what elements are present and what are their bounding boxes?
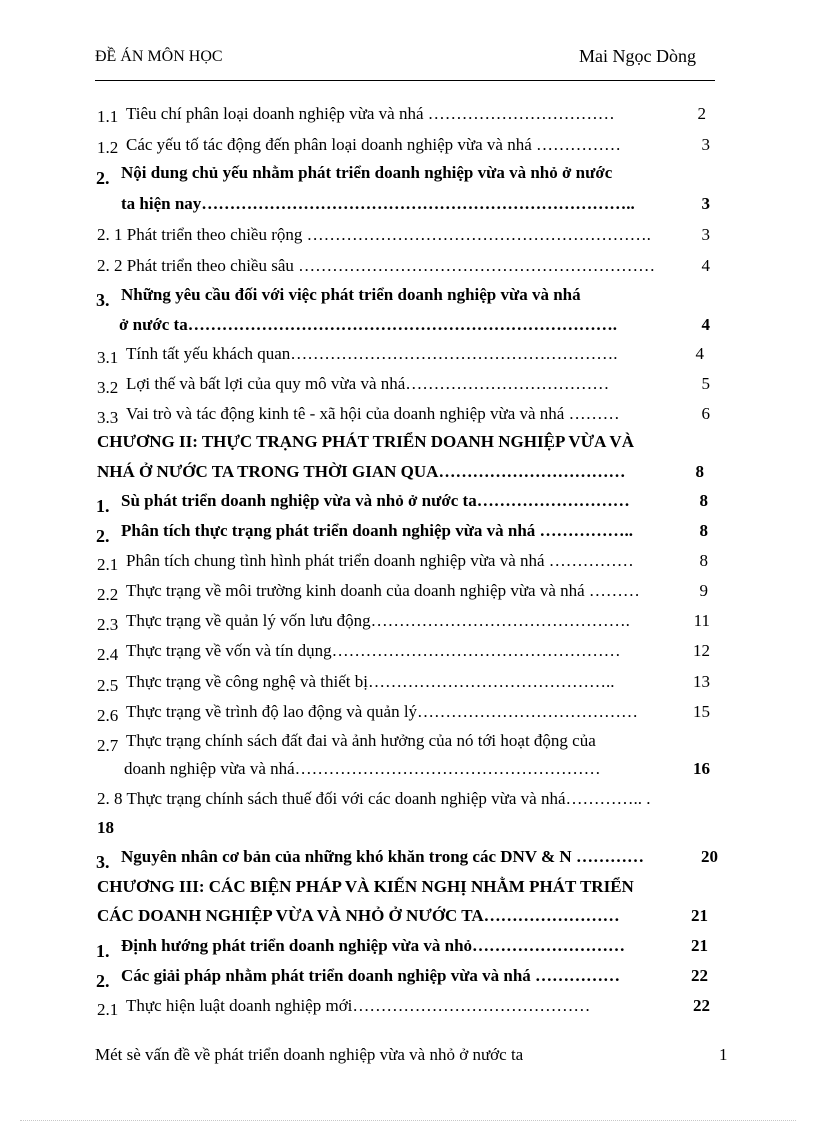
page-bottom-divider bbox=[20, 1120, 796, 1121]
toc-number: 2.1 bbox=[97, 1000, 119, 1019]
toc-page-number: 4 bbox=[695, 344, 704, 363]
toc-number: 1. bbox=[96, 941, 110, 961]
chapter-heading: NHÁ Ở NƯỚC TA TRONG THỜI GIAN QUA…………………………… bbox=[97, 462, 626, 481]
toc-page-number: 3 bbox=[701, 194, 710, 213]
toc-entry-text: Phân tích chung tình hình phát triển doanh nghiệp vừa và nhá …………… bbox=[126, 551, 634, 570]
toc-entry-text: Tiêu chí phân loại doanh nghiệp vừa và nhá …………………………… bbox=[126, 104, 615, 123]
toc-page-number: 2 bbox=[697, 104, 706, 123]
toc-page-number: 8 bbox=[699, 521, 708, 540]
toc-entry-text: Nội dung chủ yếu nhằm phát triển doanh nghiệp vừa và nhỏ ở nước bbox=[121, 163, 613, 182]
toc-number: 1.1 bbox=[97, 107, 119, 126]
footer-page-number: 1 bbox=[719, 1045, 728, 1064]
toc-number: 2. bbox=[96, 971, 110, 991]
toc-page-number: 11 bbox=[693, 611, 710, 630]
toc-entry-text: Nguyên nhân cơ bản của những khó khăn trong các DNV & N ………… bbox=[121, 847, 644, 866]
toc-number: 2.3 bbox=[97, 615, 119, 634]
toc-entry-text: 2. 8 Thực trạng chính sách thuế đối với các doanh nghiệp vừa và nhá………….. . bbox=[97, 789, 651, 808]
toc-entry-text: doanh nghiệp vừa và nhá……………………………………………… bbox=[124, 759, 601, 778]
toc-number: 1.2 bbox=[97, 138, 119, 157]
toc-page-number: 6 bbox=[701, 404, 710, 423]
toc-page-number: 8 bbox=[699, 551, 708, 570]
toc-entry-text: Thực trạng về công nghệ và thiết bị…………………………………….. bbox=[126, 672, 615, 691]
toc-entry-text: Vai trò và tác động kinh tê - xã hội của doanh nghiệp vừa và nhá ……… bbox=[126, 404, 620, 423]
toc-entry-text: Thực trạng về trình độ lao động và quản lý………………………………… bbox=[126, 702, 639, 721]
toc-page-number: 18 bbox=[97, 818, 114, 837]
toc-entry-text: ta hiện nay………………………………………………………………….. bbox=[121, 194, 635, 213]
header-author: Mai Ngọc Dòng bbox=[579, 46, 696, 66]
toc-entry-text: Tính tất yếu khách quan…………………………………………………. bbox=[126, 344, 618, 363]
toc-number: 2.5 bbox=[97, 676, 119, 695]
toc-entry-text: Thực trạng chính sách đất đai và ảnh hưởng của nó tới hoạt động của bbox=[126, 731, 596, 750]
chapter-heading: CHƯƠNG III: CÁC BIỆN PHÁP VÀ KIẾN NGHỊ NHẰM PHÁT TRIỂN bbox=[97, 877, 634, 896]
toc-page-number: 5 bbox=[701, 374, 710, 393]
toc-number: 2.7 bbox=[97, 736, 119, 755]
toc-page-number: 20 bbox=[701, 847, 718, 866]
toc-page-number: 12 bbox=[693, 641, 710, 660]
toc-entry-text: Định hướng phát triển doanh nghiệp vừa và nhỏ……………………… bbox=[121, 936, 626, 955]
toc-entry-text: 2. 2 Phát triển theo chiều sâu ……………………………………………………… bbox=[97, 256, 656, 275]
toc-number: 2. bbox=[96, 168, 110, 188]
toc-page-number: 4 bbox=[701, 315, 710, 334]
toc-page-number: 15 bbox=[693, 702, 710, 721]
toc-entry-text: Sù phát triển doanh nghiệp vừa và nhỏ ở nước ta……………………… bbox=[121, 491, 630, 510]
footer-text: Mét sè vấn đề về phát triển doanh nghiệp vừa và nhỏ ở nước ta bbox=[95, 1045, 524, 1064]
toc-entry-text: Các giải pháp nhằm phát triển doanh nghiệp vừa và nhá …………… bbox=[121, 966, 621, 985]
header-rule bbox=[95, 80, 715, 81]
toc-page-number: 8 bbox=[695, 462, 704, 481]
toc-page-number: 13 bbox=[693, 672, 710, 691]
toc-page-number: 16 bbox=[693, 759, 710, 778]
toc-entry-text: Thực trạng về môi trường kinh doanh của doanh nghiệp vừa và nhá ……… bbox=[126, 581, 640, 600]
header-title: ĐỀ ÁN MÔN HỌC bbox=[95, 48, 223, 65]
toc-number: 2.1 bbox=[97, 555, 119, 574]
toc-number: 3.3 bbox=[97, 408, 119, 427]
toc-page-number: 22 bbox=[693, 996, 710, 1015]
toc-number: 3.1 bbox=[97, 348, 119, 367]
toc-page-number: 21 bbox=[691, 936, 708, 955]
toc-number: 2. bbox=[96, 526, 110, 546]
toc-number: 2.4 bbox=[97, 645, 119, 664]
toc-number: 1. bbox=[96, 496, 110, 516]
chapter-heading: CHƯƠNG II: THỰC TRẠNG PHÁT TRIỂN DOANH NGHIỆP VỪA VÀ bbox=[97, 432, 634, 451]
toc-entry-text: Thực hiện luật doanh nghiệp mới…………………………………… bbox=[126, 996, 591, 1015]
toc-entry-text: Những yêu cầu đối với việc phát triển doanh nghiệp vừa và nhá bbox=[121, 285, 581, 304]
toc-number: 3. bbox=[96, 852, 110, 872]
toc-number: 2.2 bbox=[97, 585, 119, 604]
toc-page-number: 3 bbox=[701, 135, 710, 154]
toc-entry-text: ở nước ta…………………………………………………………………. bbox=[119, 315, 617, 334]
toc-page-number: 9 bbox=[699, 581, 708, 600]
toc-entry-text: 2. 1 Phát triển theo chiều rộng ……………………………………………………. bbox=[97, 225, 651, 244]
toc-entry-text: Các yếu tố tác động đến phân loại doanh nghiệp vừa và nhá …………… bbox=[126, 135, 622, 154]
chapter-heading: CÁC DOANH NGHIỆP VỪA VÀ NHỎ Ở NƯỚC TA…………………… bbox=[97, 906, 620, 925]
toc-number: 3.2 bbox=[97, 378, 119, 397]
toc-page-number: 4 bbox=[701, 256, 710, 275]
toc-entry-text: Lợi thế và bất lợi của quy mô vừa và nhá……………………………… bbox=[126, 374, 610, 393]
toc-page-number: 3 bbox=[701, 225, 710, 244]
toc-entry-text: Phân tích thực trạng phát triển doanh nghiệp vừa và nhá …………….. bbox=[121, 521, 634, 540]
toc-page-number: 22 bbox=[691, 966, 708, 985]
toc-page-number: 21 bbox=[691, 906, 708, 925]
toc-entry-text: Thực trạng về vốn và tín dụng…………………………………………… bbox=[126, 641, 621, 660]
toc-entry-text: Thực trạng về quản lý vốn lưu động………………………………………. bbox=[126, 611, 630, 630]
toc-number: 3. bbox=[96, 290, 110, 310]
toc-number: 2.6 bbox=[97, 706, 119, 725]
toc-page-number: 8 bbox=[699, 491, 708, 510]
